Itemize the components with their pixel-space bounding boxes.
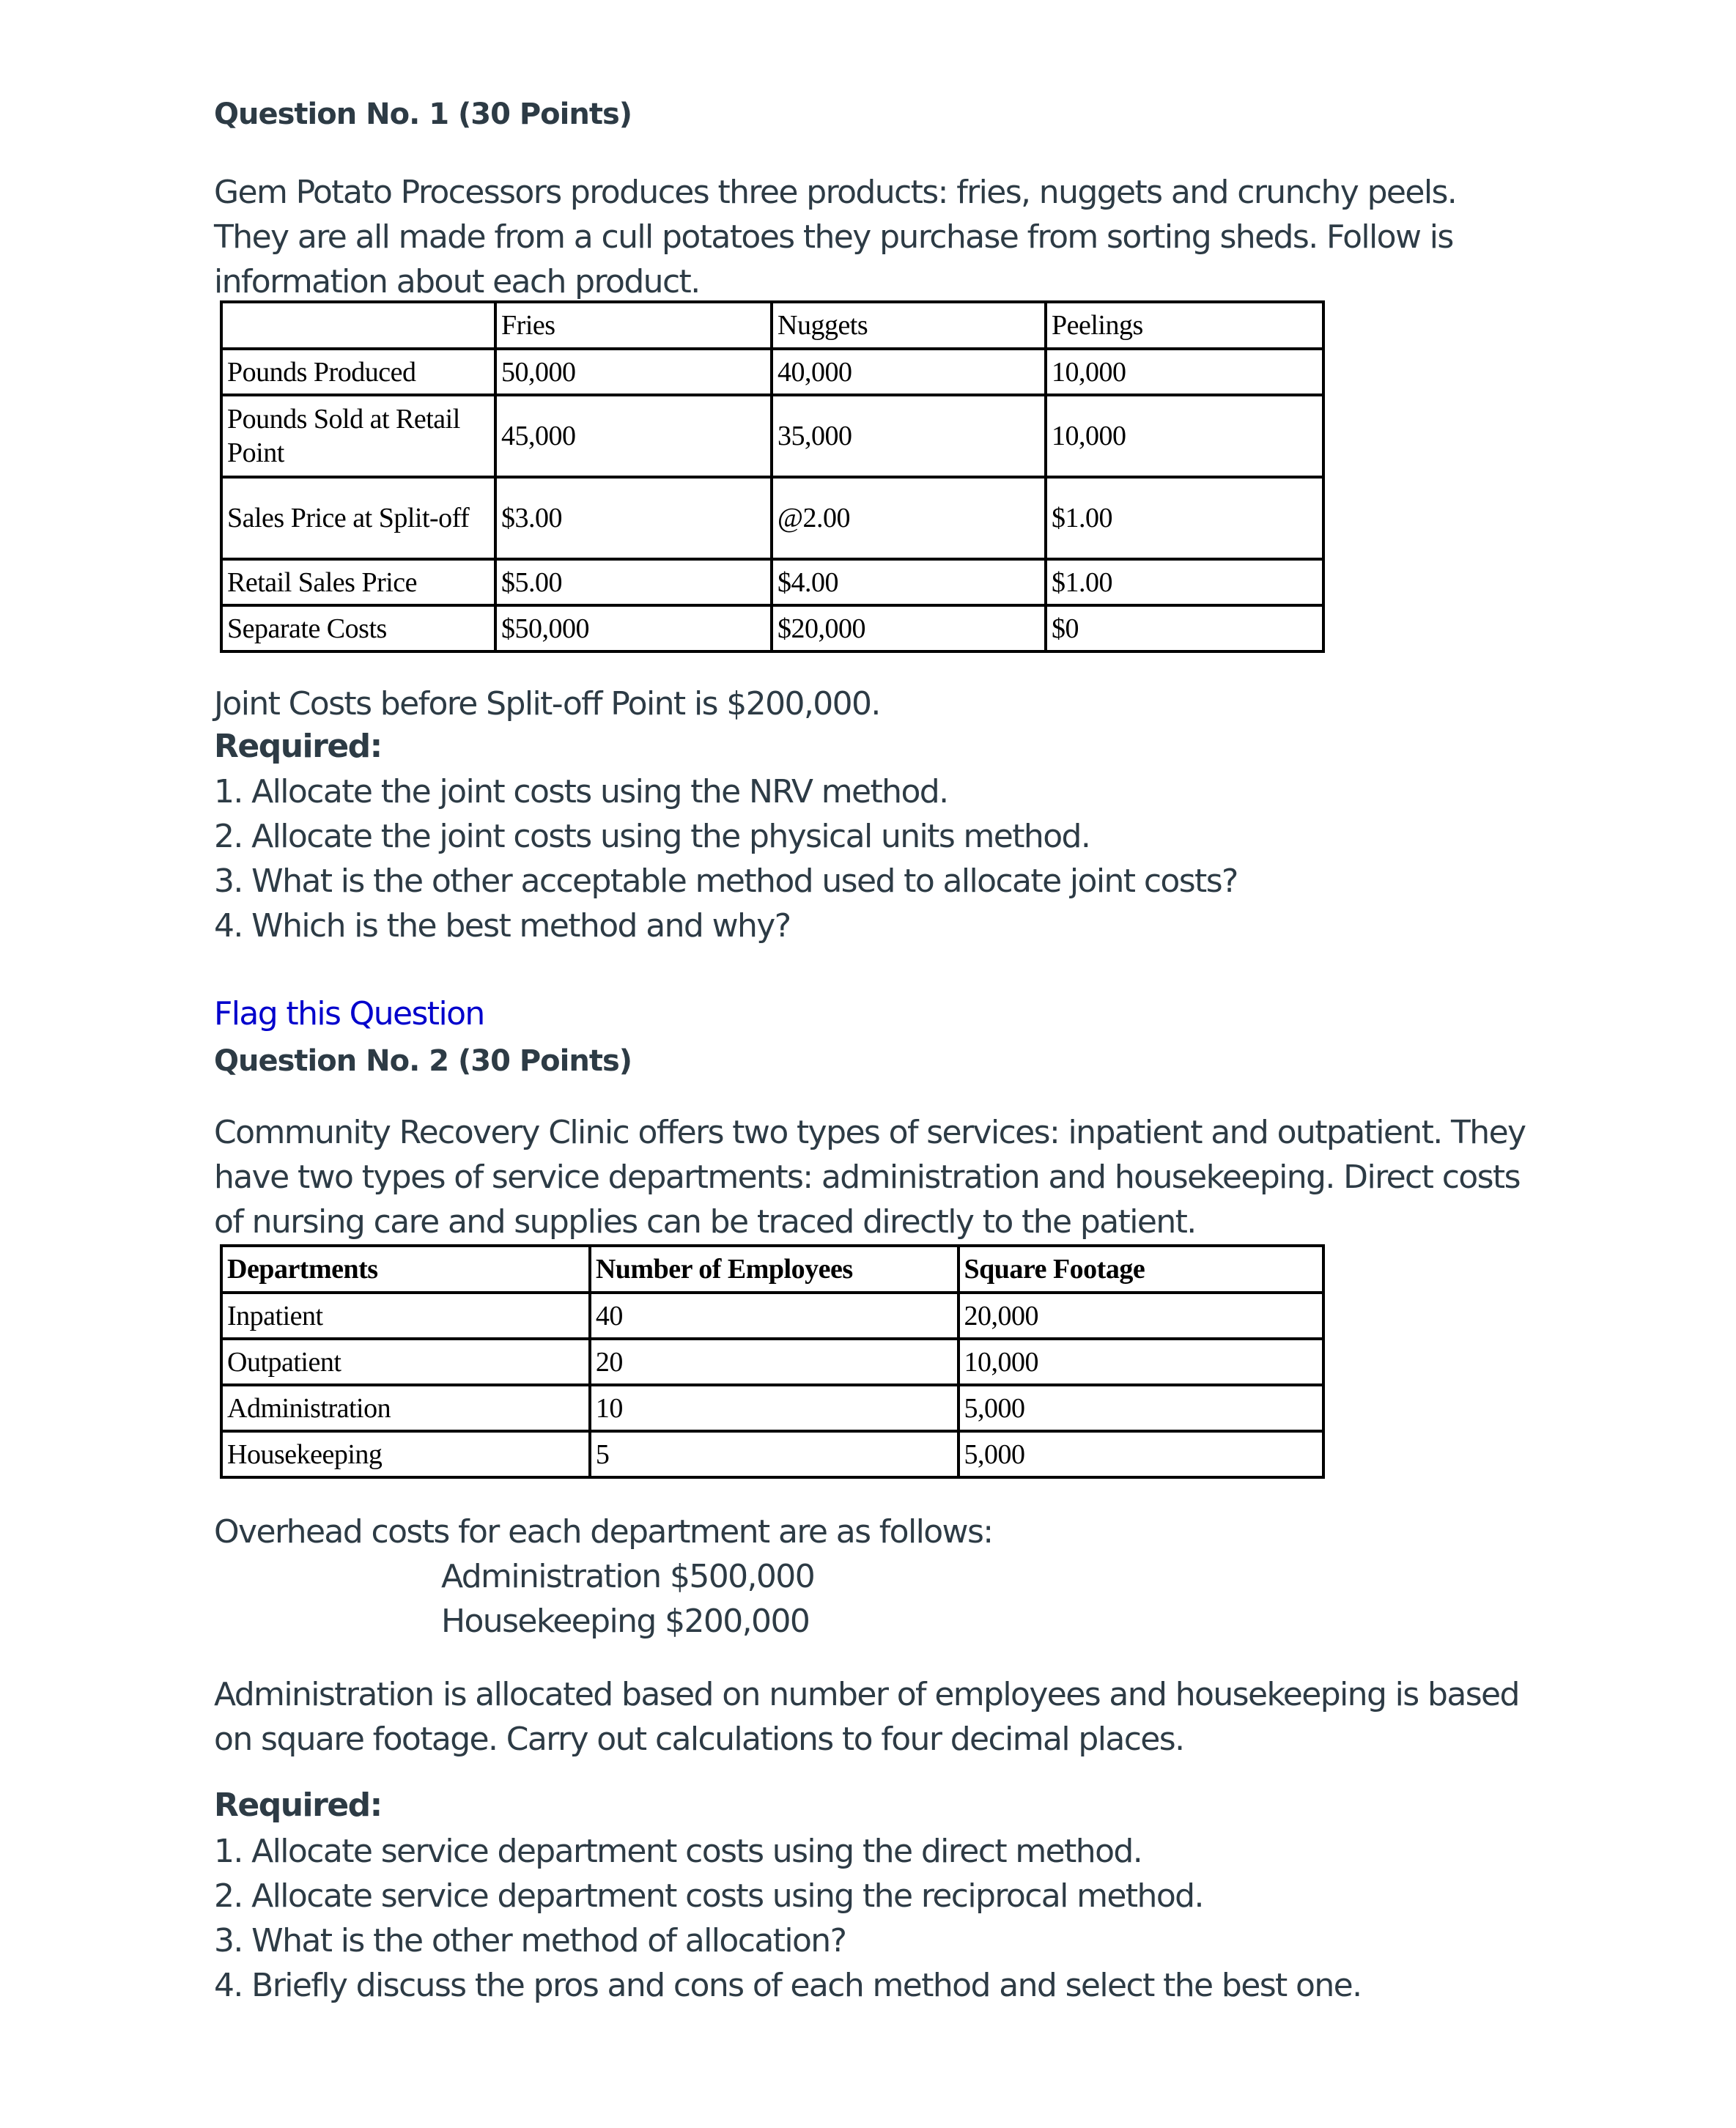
table-cell: $0 (1046, 605, 1323, 651)
table-cell: 10 (590, 1385, 959, 1431)
table-cell: 50,000 (495, 349, 772, 395)
row-label: Pounds Sold at Retail Point (221, 395, 495, 477)
departments-table (220, 1244, 1325, 1479)
intro-line: They are all made from a cull potatoes they purchase from sorting sheds. Follow is (214, 218, 1453, 256)
intro-line: information about each product. (214, 263, 700, 300)
required-item: 1. Allocate the joint costs using the NRV method. (214, 773, 948, 810)
allocation-basis-text (214, 1672, 1519, 1762)
table-cell: $4.00 (772, 559, 1046, 605)
required-item: 2. Allocate the joint costs using the physical units method. (214, 818, 1090, 855)
overhead-intro: Overhead costs for each department are as follows: (214, 1513, 993, 1551)
required-item: 1. Allocate service department costs using the direct method. (214, 1833, 1142, 1870)
table-cell: $5.00 (495, 559, 772, 605)
row-label: Housekeeping (221, 1431, 590, 1477)
table-row (221, 349, 1323, 395)
table-cell: $20,000 (772, 605, 1046, 651)
question-1-required-list (214, 769, 1238, 948)
required-item: 2. Allocate service department costs using the reciprocal method. (214, 1877, 1203, 1915)
table-row (221, 1385, 1323, 1431)
joint-costs-text: Joint Costs before Split-off Point is $200,000. (214, 685, 880, 723)
table-cell: 45,000 (495, 395, 772, 477)
required-item: 4. Briefly discuss the pros and cons of each method and select the best one. (214, 1967, 1362, 2004)
table-cell: 40,000 (772, 349, 1046, 395)
table-cell: 20,000 (959, 1293, 1324, 1339)
question-2-required-list (214, 1829, 1362, 2008)
intro-line: Community Recovery Clinic offers two types of services: inpatient and outpatient. They (214, 1114, 1526, 1151)
allocation-line: Administration is allocated based on number of employees and housekeeping is based (214, 1676, 1519, 1713)
table-row (221, 1293, 1323, 1339)
table-header-cell: Nuggets (772, 302, 1046, 349)
required-item: 4. Which is the best method and why? (214, 907, 791, 945)
products-table (220, 300, 1325, 653)
row-label: Administration (221, 1385, 590, 1431)
flag-question-link[interactable]: Flag this Question (214, 995, 484, 1032)
table-cell: 40 (590, 1293, 959, 1339)
table-row (221, 477, 1323, 559)
table-cell: $3.00 (495, 477, 772, 559)
overhead-item-administration: Administration $500,000 (441, 1558, 815, 1595)
table-row (221, 395, 1323, 477)
row-label: Inpatient (221, 1293, 590, 1339)
table-cell: 35,000 (772, 395, 1046, 477)
table-cell: 10,000 (1046, 349, 1323, 395)
table-header-row (221, 302, 1323, 349)
table-row (221, 1431, 1323, 1477)
row-label: Outpatient (221, 1339, 590, 1385)
row-label: Sales Price at Split-off (221, 477, 495, 559)
row-label: Pounds Produced (221, 349, 495, 395)
row-label: Separate Costs (221, 605, 495, 651)
table-cell: $1.00 (1046, 477, 1323, 559)
table-cell: 10,000 (959, 1339, 1324, 1385)
required-label: Required: (214, 728, 382, 765)
table-cell: 5 (590, 1431, 959, 1477)
table-cell: 10,000 (1046, 395, 1323, 477)
table-header-cell: Fries (495, 302, 772, 349)
question-2-intro (214, 1110, 1526, 1244)
table-cell: $1.00 (1046, 559, 1323, 605)
table-cell: @2.00 (772, 477, 1046, 559)
required-label: Required: (214, 1787, 382, 1824)
question-1-intro (214, 170, 1456, 304)
allocation-line: on square footage. Carry out calculations to four decimal places. (214, 1721, 1184, 1758)
table-header-cell: Square Footage (959, 1246, 1324, 1293)
question-1-title: Question No. 1 (30 Points) (214, 97, 632, 131)
table-header-cell: Peelings (1046, 302, 1323, 349)
table-cell: $50,000 (495, 605, 772, 651)
question-2-title: Question No. 2 (30 Points) (214, 1044, 632, 1078)
required-item: 3. What is the other method of allocation? (214, 1922, 846, 1959)
table-cell: 20 (590, 1339, 959, 1385)
table-row (221, 559, 1323, 605)
intro-line: Gem Potato Processors produces three products: fries, nuggets and crunchy peels. (214, 174, 1457, 211)
table-header-cell (221, 302, 495, 349)
overhead-item-housekeeping: Housekeeping $200,000 (441, 1603, 810, 1640)
table-row (221, 1339, 1323, 1385)
table-header-cell: Departments (221, 1246, 590, 1293)
required-item: 3. What is the other acceptable method used to allocate joint costs? (214, 862, 1238, 900)
intro-line: of nursing care and supplies can be traced directly to the patient. (214, 1203, 1196, 1241)
table-header-row (221, 1246, 1323, 1293)
table-row (221, 605, 1323, 651)
table-cell: 5,000 (959, 1431, 1324, 1477)
intro-line: have two types of service departments: administration and housekeeping. Direct costs (214, 1159, 1520, 1196)
table-header-cell: Number of Employees (590, 1246, 959, 1293)
row-label: Retail Sales Price (221, 559, 495, 605)
table-cell: 5,000 (959, 1385, 1324, 1431)
